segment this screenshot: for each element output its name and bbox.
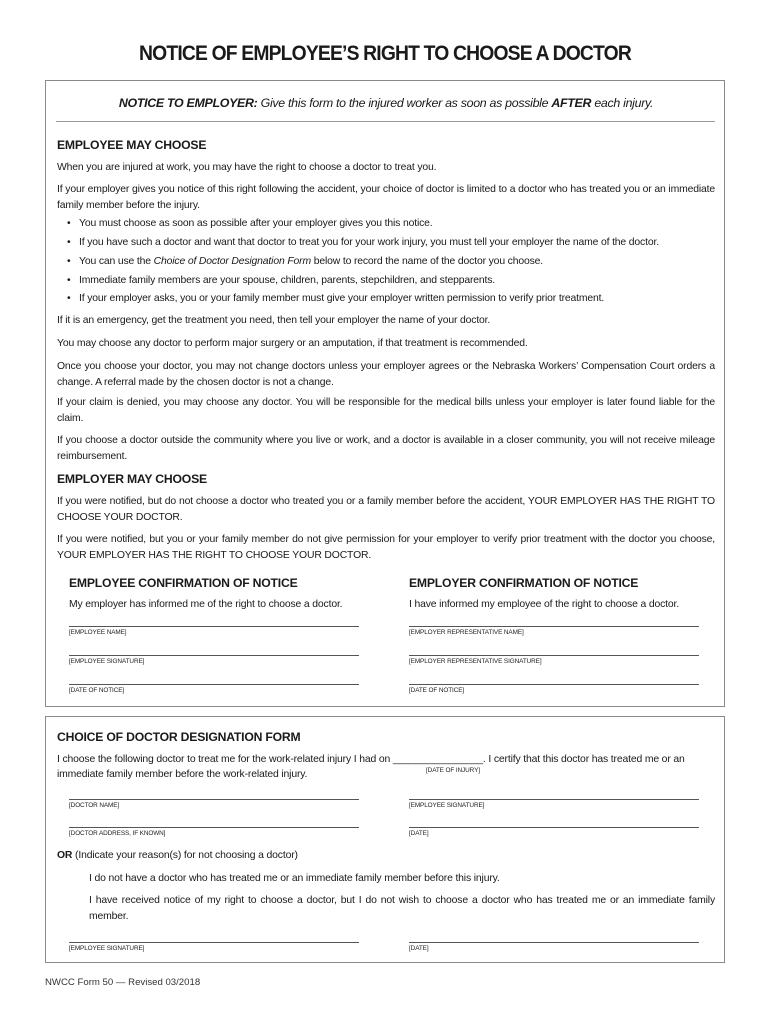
employee-p5: Once you choose your doctor, you may not change doctors unless your employer agrees or the Nebraska Workers’ Compensation Court orders a change. A referral made by the chosen doctor is not a change. (57, 361, 715, 388)
bullet-item: • You must choose as soon as possible after your employer gives you this notice. (79, 216, 715, 231)
employer-rep-name-label: [EMPLOYER REPRESENTATIVE NAME] (409, 629, 524, 636)
notice-lead: NOTICE TO EMPLOYER: (118, 96, 258, 110)
designation-line-1: I choose the following doctor to treat me for the work-related injury I had on ________________. I certify that this doctor has treated me or an (57, 754, 685, 765)
employer-confirmation-text: I have informed my employee of the right to choose a doctor. (409, 599, 679, 610)
bullet3-post: below to record the name of the doctor you choose. (310, 256, 544, 267)
doctor-name-line[interactable] (69, 799, 359, 800)
employer-p1: If you were notified, but do not choose a doctor who treated you or a family member before the accident, YOUR EMPLOYER HAS THE RIGHT TO CHOOSE YOUR DOCTOR. (57, 496, 715, 523)
reason-option-2[interactable]: I have received notice of my right to choose a doctor, but I do not wish to choose a doctor who has treated me or an immediate family member. (89, 895, 715, 922)
date-line-2[interactable] (409, 942, 699, 943)
employer-rep-signature-line[interactable] (409, 655, 699, 656)
or-text: (Indicate your reason(s) for not choosing a doctor) (72, 850, 298, 861)
bullet-item: • If your employer asks, you or your family member must give your employer written permission to verify prior treatment. (79, 291, 715, 306)
employee-signature-label: [EMPLOYEE SIGNATURE] (69, 658, 145, 665)
employer-may-choose-heading: EMPLOYER MAY CHOOSE (57, 472, 207, 486)
notice-to-employer (46, 96, 726, 110)
employee-name-line[interactable] (69, 626, 359, 627)
employee-may-choose-heading: EMPLOYEE MAY CHOOSE (57, 138, 207, 152)
employer-rep-name-line[interactable] (409, 626, 699, 627)
employee-date-label: [DATE OF NOTICE] (69, 687, 125, 694)
employee-signature-label-3: [EMPLOYEE SIGNATURE] (69, 945, 145, 952)
employer-rep-signature-label: [EMPLOYER REPRESENTATIVE SIGNATURE] (409, 658, 542, 665)
employee-p3: If it is an emergency, get the treatment you need, then tell your employer the name of your doctor. (57, 315, 491, 326)
employer-confirmation-heading: EMPLOYER CONFIRMATION OF NOTICE (409, 576, 639, 590)
or-line (57, 848, 298, 864)
employee-p7: If you choose a doctor outside the community where you live or work, and a doctor is available in a closer community, you will not receive mileage reimbursement. (57, 435, 715, 462)
page-title: NOTICE OF EMPLOYEE’S RIGHT TO CHOOSE A DOCTOR (139, 42, 631, 65)
employee-date-line[interactable] (69, 684, 359, 685)
employee-p6: If your claim is denied, you may choose any doctor. You will be responsible for the medical bills unless your employer is later found liable for the claim. (57, 397, 715, 424)
notice-text-2: each injury. (591, 96, 654, 110)
date-label: [DATE] (409, 830, 429, 837)
designation-heading: CHOICE OF DOCTOR DESIGNATION FORM (57, 730, 301, 744)
bullet3-em: Choice of Doctor Designation Form (153, 256, 311, 267)
doctor-name-label: [DOCTOR NAME] (69, 802, 120, 809)
employee-p2: If your employer gives you notice of this right following the accident, your choice of doctor is limited to a doctor who has treated you or an immediate family member before the injury. (57, 184, 715, 211)
employee-signature-label-2: [EMPLOYEE SIGNATURE] (409, 802, 485, 809)
date-of-injury-label: [DATE OF INJURY] (426, 767, 480, 774)
notice-section (45, 80, 725, 707)
bullet-item: • If you have such a doctor and want that doctor to treat you for your work injury, you must tell your employer the name of the doctor. (79, 235, 715, 250)
form-footer: NWCC Form 50 — Revised 03/2018 (45, 977, 201, 988)
employee-signature-line-2[interactable] (409, 799, 699, 800)
doctor-address-line[interactable] (69, 827, 359, 828)
employer-p2: If you were notified, but you or your family member do not give permission for your employer to verify prior treatment with the doctor you choose, YOUR EMPLOYER HAS THE RIGHT TO CHOOSE YOUR DOCTOR. (57, 534, 715, 561)
notice-text-1: Give this form to the injured worker as soon as possible (257, 96, 552, 110)
employer-date-label: [DATE OF NOTICE] (409, 687, 465, 694)
employee-signature-line[interactable] (69, 655, 359, 656)
bullet-item: • Immediate family members are your spouse, children, parents, stepchildren, and stepparents. (79, 273, 715, 288)
notice-emph: AFTER (551, 96, 592, 110)
designation-section (45, 716, 725, 963)
employee-confirmation-heading: EMPLOYEE CONFIRMATION OF NOTICE (69, 576, 298, 590)
employer-date-line[interactable] (409, 684, 699, 685)
bullet-item (79, 254, 715, 269)
bullet3-pre: You can use the (79, 256, 154, 267)
divider (56, 121, 715, 122)
date-line[interactable] (409, 827, 699, 828)
employee-name-label: [EMPLOYEE NAME] (69, 629, 127, 636)
employee-p4: You may choose any doctor to perform major surgery or an amputation, if that treatment is recommended. (57, 338, 528, 349)
date-label-2: [DATE] (409, 945, 429, 952)
reason-option-1[interactable]: I do not have a doctor who has treated me or an immediate family member before this injury. (89, 873, 500, 884)
doctor-address-label: [DOCTOR ADDRESS, IF KNOWN] (69, 830, 166, 837)
employee-p1: When you are injured at work, you may have the right to choose a doctor to treat you. (57, 162, 437, 173)
designation-line-2: immediate family member before the work-related injury. (57, 769, 308, 780)
employee-confirmation-text: My employer has informed me of the right to choose a doctor. (69, 599, 343, 610)
or-bold: OR (57, 850, 73, 861)
employee-signature-line-3[interactable] (69, 942, 359, 943)
